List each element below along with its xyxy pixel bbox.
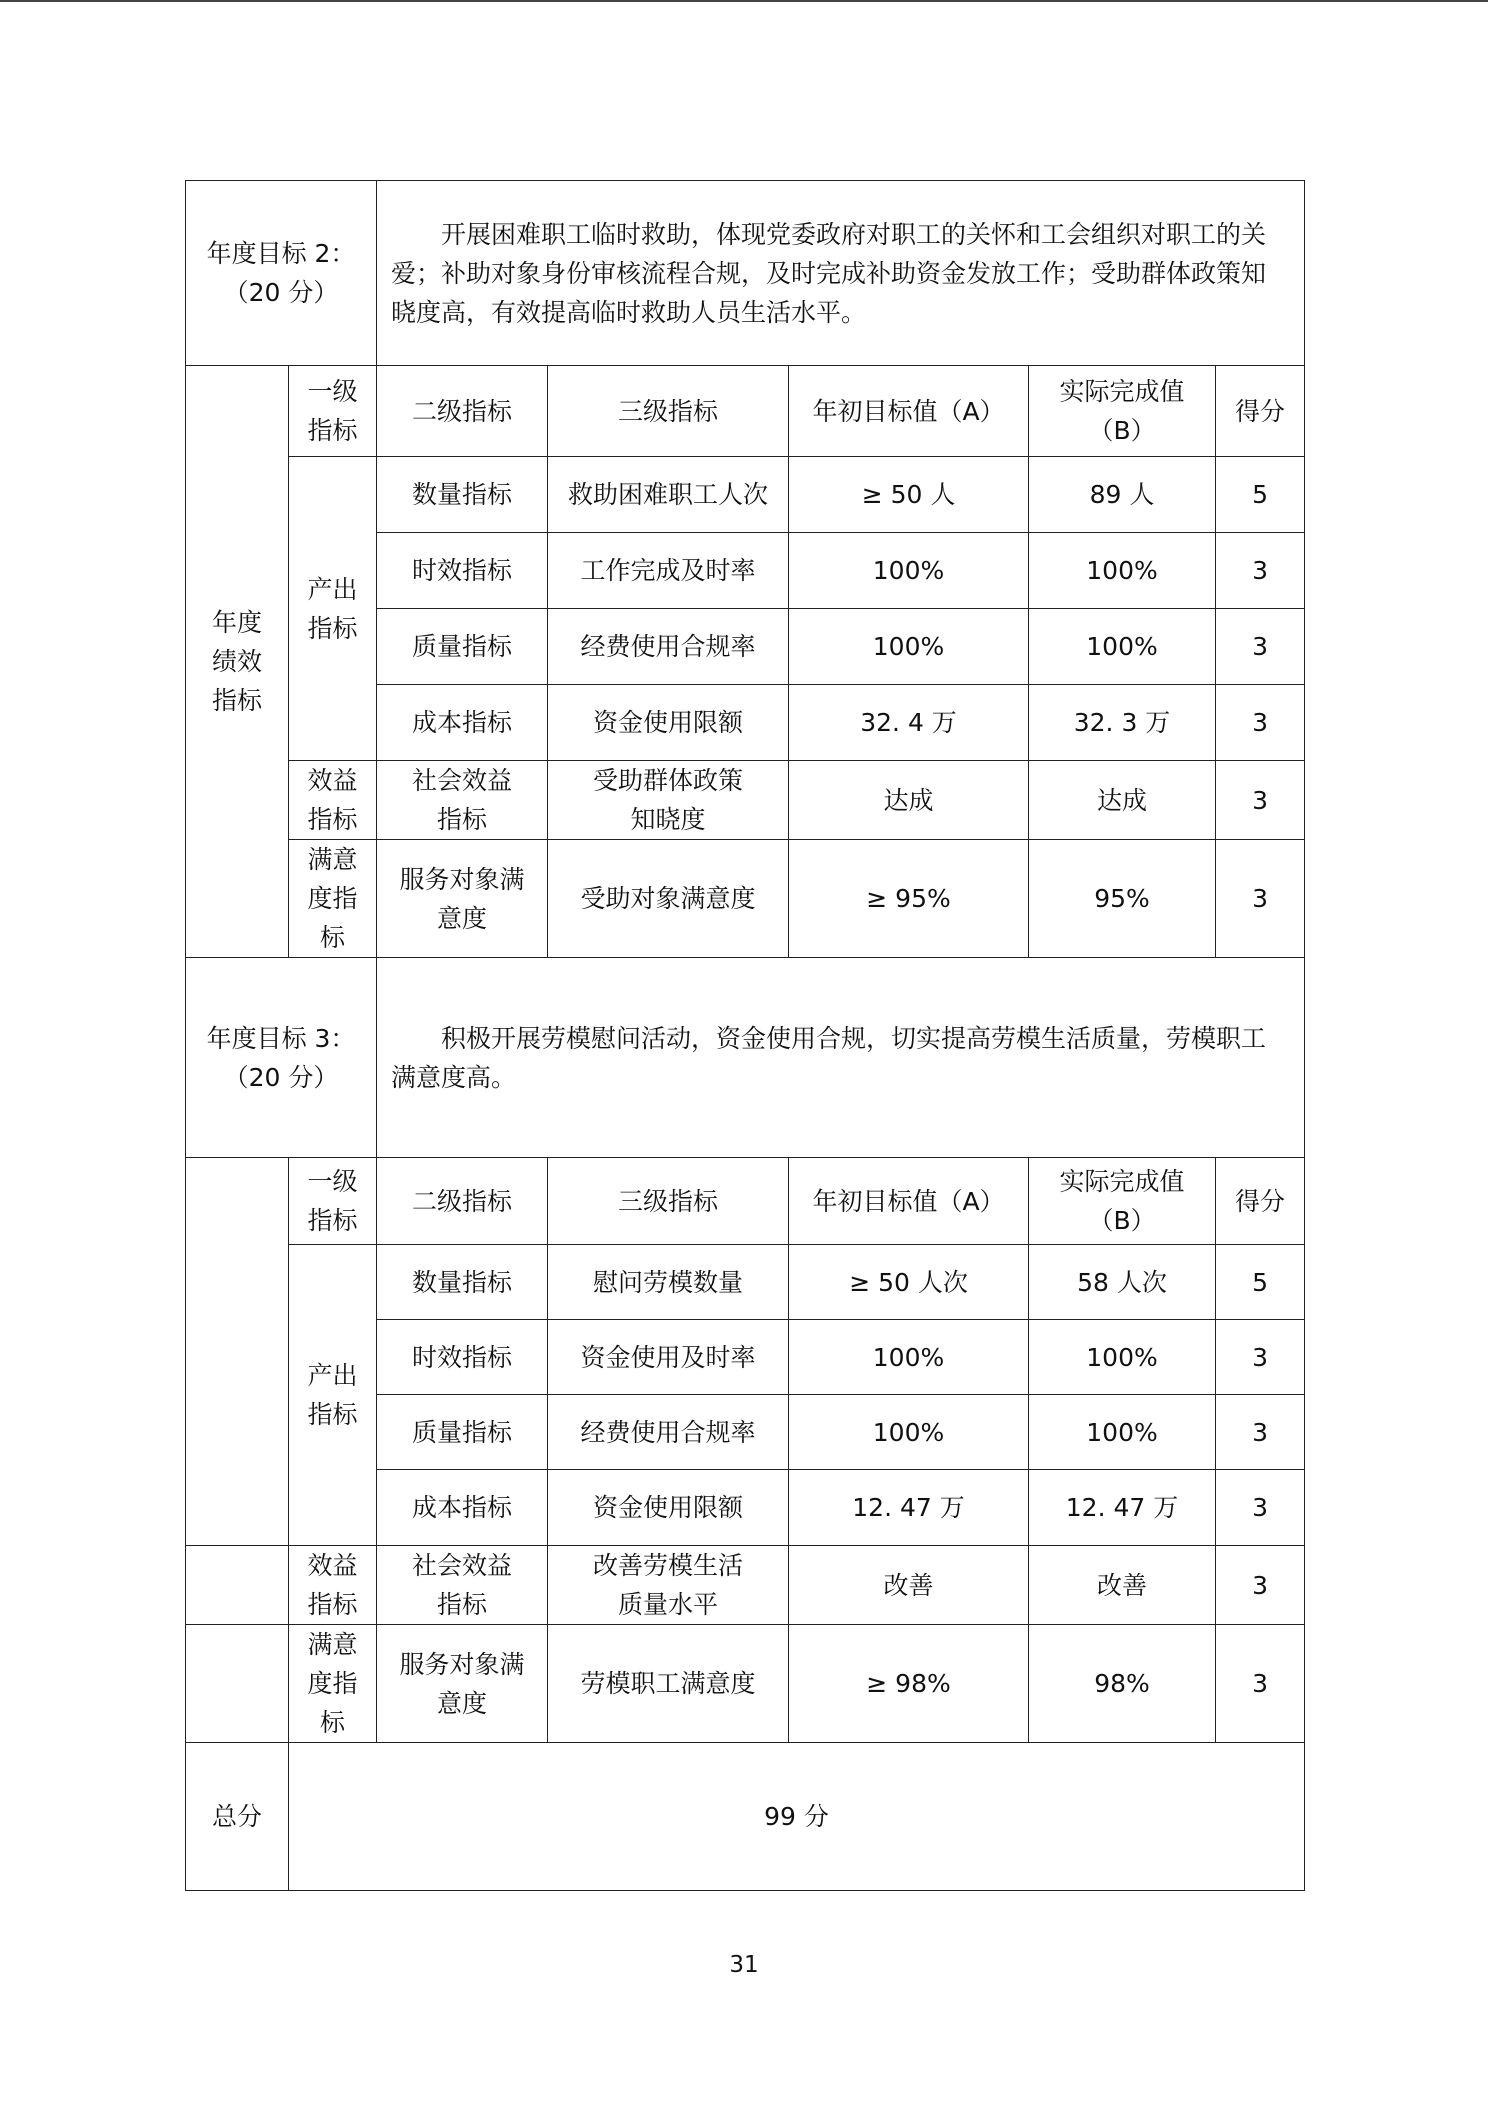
annual-performance-blank <box>186 1158 289 1546</box>
actual-cell: 达成 <box>1029 761 1216 840</box>
level3-cell: 资金使用限额 <box>548 1470 789 1546</box>
level3-cell: 经费使用合规率 <box>548 609 789 685</box>
target-cell: 100% <box>789 1395 1029 1470</box>
goal3-description: 积极开展劳模慰问活动，资金使用合规，切实提高劳模生活质量，劳模职工满意度高。 <box>377 958 1305 1158</box>
actual-cell: 改善 <box>1029 1546 1216 1625</box>
level2-cell: 数量指标 <box>377 1245 548 1320</box>
header-score: 得分 <box>1216 1158 1305 1245</box>
score-cell: 3 <box>1216 1395 1305 1470</box>
score-cell: 3 <box>1216 1546 1305 1625</box>
target-cell: ≥ 98% <box>789 1625 1029 1743</box>
target-cell: 100% <box>789 609 1029 685</box>
top-rule <box>0 0 1488 2</box>
level3-cell: 资金使用限额 <box>548 685 789 761</box>
target-cell: 100% <box>789 1320 1029 1395</box>
score-cell: 3 <box>1216 840 1305 958</box>
header-actual: 实际完成值 （B） <box>1029 366 1216 457</box>
header-level2: 二级指标 <box>377 1158 548 1245</box>
header-target: 年初目标值（A） <box>789 366 1029 457</box>
blank-cell <box>186 1625 289 1743</box>
header-level2: 二级指标 <box>377 366 548 457</box>
level3-cell: 救助困难职工人次 <box>548 457 789 533</box>
level2-cell: 数量指标 <box>377 457 548 533</box>
goal2-label: 年度目标 2： （20 分） <box>186 181 377 366</box>
goal2-description: 开展困难职工临时救助，体现党委政府对职工的关怀和工会组织对职工的关爱；补助对象身份审核流程合规，及时完成补助资金发放工作；受助群体政策知晓度高，有效提高临时救助人员生活水平。 <box>377 181 1305 366</box>
score-cell: 3 <box>1216 1320 1305 1395</box>
performance-table <box>185 180 1305 1891</box>
header-score: 得分 <box>1216 366 1305 457</box>
target-cell: 100% <box>789 533 1029 609</box>
level2-cell: 时效指标 <box>377 1320 548 1395</box>
actual-cell: 98% <box>1029 1625 1216 1743</box>
level3-cell: 资金使用及时率 <box>548 1320 789 1395</box>
target-cell: 12. 47 万 <box>789 1470 1029 1546</box>
header-level3: 三级指标 <box>548 1158 789 1245</box>
actual-cell: 32. 3 万 <box>1029 685 1216 761</box>
group-output: 产出 指标 <box>289 457 377 761</box>
target-cell: ≥ 50 人次 <box>789 1245 1029 1320</box>
level2-cell: 成本指标 <box>377 685 548 761</box>
target-cell: 改善 <box>789 1546 1029 1625</box>
score-cell: 3 <box>1216 1470 1305 1546</box>
level3-cell: 受助群体政策 知晓度 <box>548 761 789 840</box>
header-level1: 一级 指标 <box>289 366 377 457</box>
actual-cell: 100% <box>1029 1395 1216 1470</box>
level2-cell: 时效指标 <box>377 533 548 609</box>
group-satisfaction: 满意 度指 标 <box>289 840 377 958</box>
score-cell: 3 <box>1216 761 1305 840</box>
level3-cell: 改善劳模生活 质量水平 <box>548 1546 789 1625</box>
level2-cell: 服务对象满 意度 <box>377 1625 548 1743</box>
level3-cell: 工作完成及时率 <box>548 533 789 609</box>
total-label: 总分 <box>186 1743 289 1891</box>
actual-cell: 12. 47 万 <box>1029 1470 1216 1546</box>
score-cell: 3 <box>1216 609 1305 685</box>
level3-cell: 受助对象满意度 <box>548 840 789 958</box>
group-benefit: 效益 指标 <box>289 1546 377 1625</box>
level3-cell: 劳模职工满意度 <box>548 1625 789 1743</box>
score-cell: 3 <box>1216 685 1305 761</box>
blank-cell <box>186 1546 289 1625</box>
target-cell: 达成 <box>789 761 1029 840</box>
actual-cell: 58 人次 <box>1029 1245 1216 1320</box>
score-cell: 5 <box>1216 1245 1305 1320</box>
header-actual: 实际完成值 （B） <box>1029 1158 1216 1245</box>
target-cell: ≥ 95% <box>789 840 1029 958</box>
actual-cell: 100% <box>1029 609 1216 685</box>
page-number: 31 <box>729 1952 759 1978</box>
total-value: 99 分 <box>289 1743 1305 1891</box>
actual-cell: 100% <box>1029 533 1216 609</box>
group-benefit: 效益 指标 <box>289 761 377 840</box>
actual-cell: 100% <box>1029 1320 1216 1395</box>
level3-cell: 经费使用合规率 <box>548 1395 789 1470</box>
target-cell: 32. 4 万 <box>789 685 1029 761</box>
goal3-label: 年度目标 3： （20 分） <box>186 958 377 1158</box>
annual-performance-label: 年度 绩效 指标 <box>186 366 289 958</box>
level2-cell: 质量指标 <box>377 1395 548 1470</box>
level2-cell: 社会效益 指标 <box>377 1546 548 1625</box>
header-target: 年初目标值（A） <box>789 1158 1029 1245</box>
target-cell: ≥ 50 人 <box>789 457 1029 533</box>
level2-cell: 社会效益 指标 <box>377 761 548 840</box>
level2-cell: 服务对象满 意度 <box>377 840 548 958</box>
level3-cell: 慰问劳模数量 <box>548 1245 789 1320</box>
header-level1: 一级 指标 <box>289 1158 377 1245</box>
score-cell: 3 <box>1216 533 1305 609</box>
score-cell: 3 <box>1216 1625 1305 1743</box>
group-output: 产出 指标 <box>289 1245 377 1546</box>
header-level3: 三级指标 <box>548 366 789 457</box>
actual-cell: 95% <box>1029 840 1216 958</box>
group-satisfaction: 满意 度指 标 <box>289 1625 377 1743</box>
actual-cell: 89 人 <box>1029 457 1216 533</box>
level2-cell: 质量指标 <box>377 609 548 685</box>
level2-cell: 成本指标 <box>377 1470 548 1546</box>
score-cell: 5 <box>1216 457 1305 533</box>
